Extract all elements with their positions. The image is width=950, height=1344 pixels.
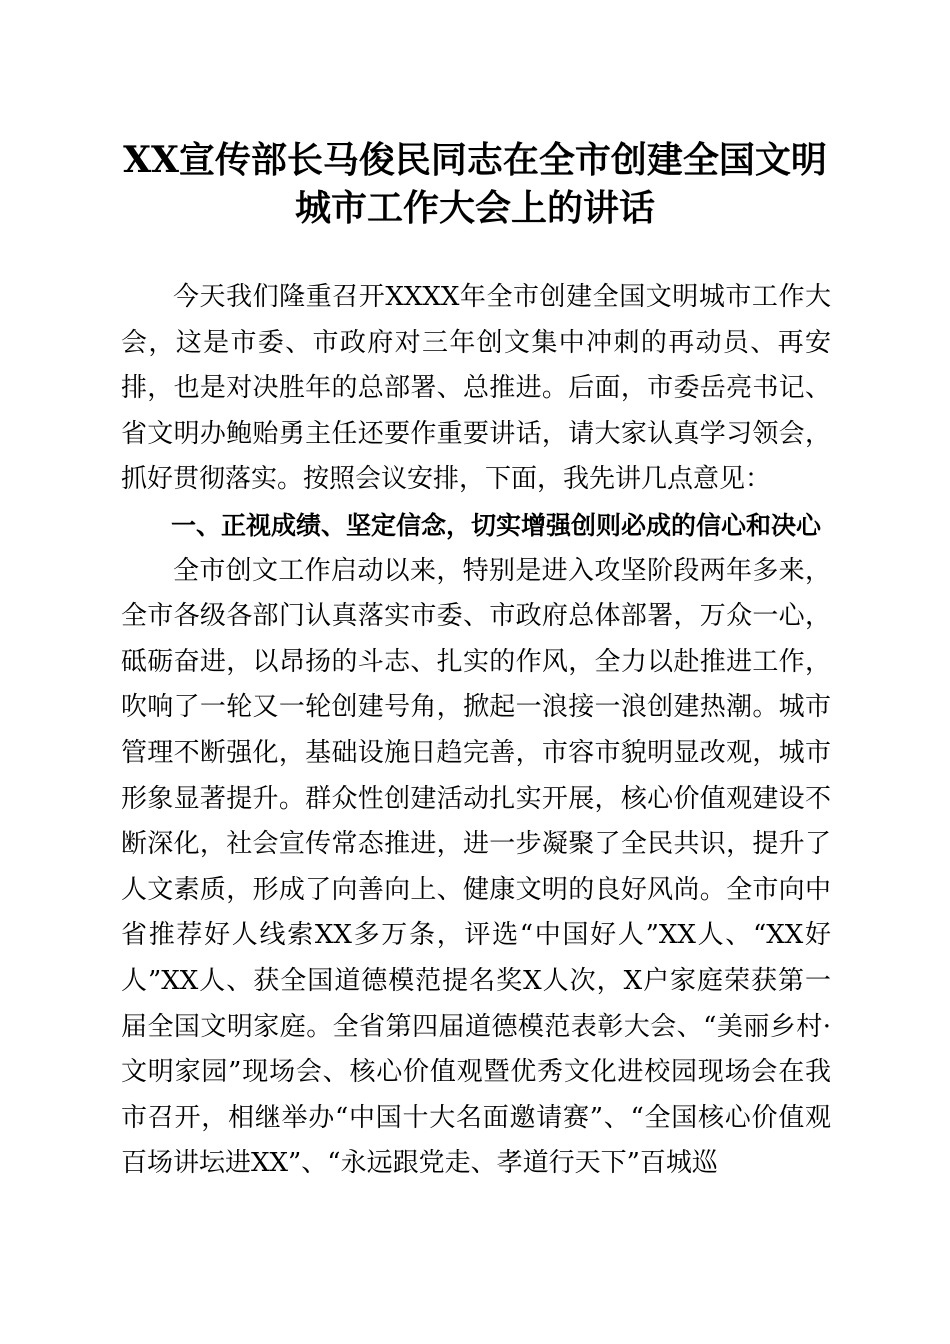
title-line-2: 城市工作大会上的讲话 — [294, 187, 655, 229]
document-body — [121, 275, 831, 1187]
document-title — [110, 136, 840, 232]
section-heading: 一、正视成绩、坚定信念，切实增强创则必成的信心和决心 — [171, 510, 822, 540]
intro-paragraph: 今天我们隆重召开XXXX年全市创建全国文明城市工作大会，这是市委、市政府对三年创文集中冲刺的再动员、再安排，也是对决胜年的总部署、总推进。后面，市委岳亮书记、省文明办鲍贻勇主任还要作重要讲话，请大家认真学习领会，抓好贯彻落实。按照会议安排，下面，我先讲几点意见： — [121, 282, 831, 495]
body-paragraph: 全市创文工作启动以来，特别是进入攻坚阶段两年多来，全市各级各部门认真落实市委、市政府总体部署，万众一心，砥砺奋进，以昂扬的斗志、扎实的作风，全力以赴推进工作，吹响了一轮又一轮创建号角，掀起一浪接一浪创建热潮。城市管理不断强化，基础设施日趋完善，市容市貌明显改观，城市形象显著提升。群众性创建活动扎实开展，核心价值观建设不断深化，社会宣传常态推进，进一步凝聚了全民共识，提升了人文素质，形成了向善向上、健康文明的良好风尚。全市向中省推荐好人线索XX多万条，评选“中国好人”XX人、“XX好人”XX人、获全国道德模范提名奖X人次，X户家庭荣获第一届全国文明家庭。全省第四届道德模范表彰大会、“美丽乡村·文明家园”现场会、核心价值观暨优秀文化进校园现场会在我市召开，相继举办“中国十大名面邀请赛”、“全国核心价值观百场讲坛进XX”、“永远跟党走、孝道行天下”百城巡 — [121, 555, 831, 1179]
title-line-1: XX宣传部长马俊民同志在全市创建全国文明 — [123, 139, 827, 181]
